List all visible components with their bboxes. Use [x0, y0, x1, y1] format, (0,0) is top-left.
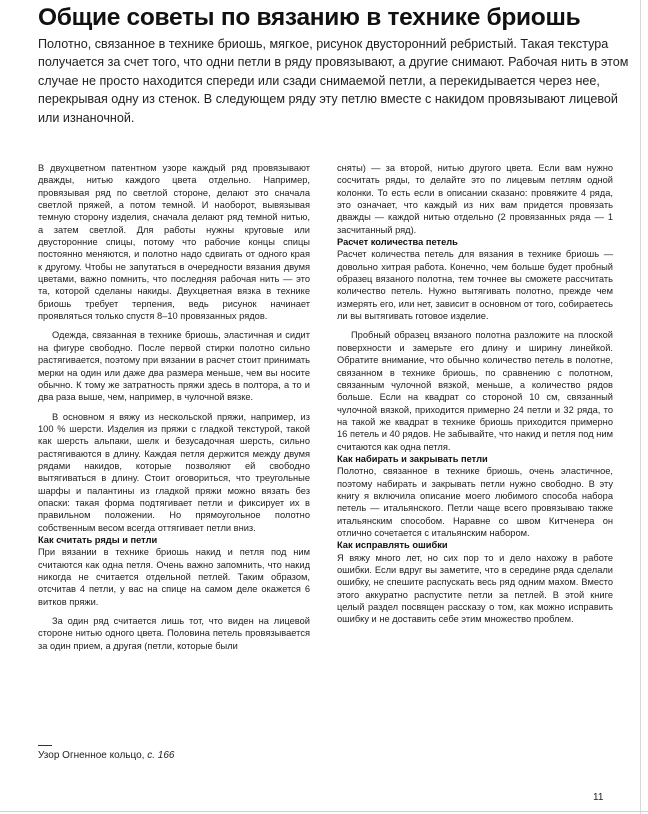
- body-paragraph: Полотно, связанное в технике бриошь, очень эластичное, поэтому набирать и закрывать петли нужно свободно. В эту книгу я включила описание моего любимого способа набора петель — итальянского. Петли чаще всего провязываю также итальянским способом. Наравне со швом Китченера он отлично сочетается с итальянским набором.: [337, 466, 613, 538]
- left-column: [38, 162, 310, 652]
- page-edge-bottom: [0, 811, 648, 812]
- section-heading-calc: Расчет количества петель: [337, 237, 458, 248]
- body-paragraph: Расчет количества петель для вязания в технике бриошь — довольно хитрая работа. Конечно, чем больше будет пробный образец вязаного полотна, тем точнее вы сможете рассчитать количество петель. Нужно вытягивать полотно, прежде чем измерять его, или нет, зависит в основном от того, собираетесь ли вы вытягивать готовое изделие.: [337, 249, 613, 322]
- page-title: Общие советы по вязанию в технике бриошь: [38, 4, 581, 31]
- body-paragraph: За один ряд считается лишь тот, что виден на лицевой стороне нитью одного цвета. Половина петель провязывается за один прием, а другая (петли, которые были: [38, 616, 310, 651]
- section-heading-count: Как считать ряды и петли: [38, 534, 158, 545]
- body-paragraph: В основном я вяжу из нескольской пряжи, например, из 100 % шерсти. Изделия из пряжи с гладкой текстурой, такой как шерсть альпаки, шелк и безусадочная шерсть, сильно растягиваются в длину. Каждая петля держится между двумя рядами накидов, которые позволяют ей свободно вытягиваться в длину. Стоит оговориться, что треугольные шарфы и палантины из гладкой пряжи можно вязать без опаски: такая форма подтягивает петли и фиксирует их в правильном положении. Но прямоугольное полотно собственным весом всегда оттягивает петли вниз.: [38, 411, 310, 533]
- caption-page-ref: с. 166: [147, 750, 175, 761]
- page-edge-right: [640, 0, 641, 814]
- page-number: 11: [593, 792, 604, 803]
- section-heading-fix: Как исправлять ошибки: [337, 540, 448, 551]
- body-paragraph: Одежда, связанная в технике бриошь, эластичная и сидит на фигуре свободно. После первой стирки полотно сильно растягивается, поэтому при вязании в расчет стоит принимать мерки на один или даже два размера меньше, чем вы носите обычно. К тому же затратность пряжи здесь в полтора, а то и два раза выше, чем, например, в чулочной вязке.: [38, 330, 310, 403]
- caption-rule: [38, 745, 52, 746]
- figure-caption: [38, 749, 174, 763]
- body-paragraph: Пробный образец вязаного полотна разложите на плоской поверхности и замерьте его длину и ширину линейкой. Обратите внимание, что обычно количество петель в полотне, связанном в технике бриошь, по сравнению с полотном, связанным чулочной вязкой, меньше, а количество рядов больше. Если на квадрат со стороной 10 см, связанный чулочной вязкой, приходится примерно 24 петли и 32 ряда, то на такой же квадрат в технике бриошь приходится примерно 16 петель и 40 рядов. Не забывайте, что накид и петля под ним считаются как одна петля.: [337, 330, 613, 452]
- body-paragraph: сняты) — за второй, нитью другого цвета. Если вам нужно сосчитать ряды, то делайте это по лицевым петлям одной колонки. То есть если в описании сказано: провяжите 4 ряда, это означает, что каждый из них вам придется провязать дважды — каждой нитью отдельно (2 провязанных ряда — 1 засчитанный ряд).: [337, 163, 613, 235]
- right-column: [337, 162, 613, 626]
- body-paragraph: В двухцветном патентном узоре каждый ряд провязывают дважды, нитью каждого цвета отдельно. Например, провязывая ряд по светлой стороне, делают это сначала светлой пряжей, а потом темной. И наоборот, вывязывая темную сторону изделия, сначала делают ряд темной нитью, а затем светлой. Для работы нужны круговые или двусторонние спицы, потому что рабочие концы спицы постоянно меняются, и полотно надо сдвигать от одного края к другому. Чтобы не запутаться в очередности вязания двумя цветами, важно помнить, что последняя рабочая нить — это та, которой сделаны накиды. Двухцветная вязка в технике бриошь требует терпения, ведь рисунок начинает проявляться только спустя 8–10 провязанных рядов.: [38, 163, 310, 322]
- section-heading-cast: Как набирать и закрывать петли: [337, 453, 488, 464]
- body-paragraph: Я вяжу много лет, но сих пор то и дело нахожу в работе ошибки. Если вдруг вы заметите, что в середине ряда сделали ошибку, не спешите распускать весь ряд одним махом. Вместо этого аккуратно распустите петли за петлей. В этой книге целый раздел посвящен рассказу о том, как можно исправить ошибку и не доставить себе этим множество проблем.: [337, 552, 613, 625]
- body-paragraph: При вязании в технике бриошь накид и петля под ним считаются как одна петля. Очень важно запомнить, что накид никогда не считается отдельной петлей. Таким образом, отсчитав 4 петли, у вас на спице на самом деле окажется 6 витков пряжи.: [38, 547, 310, 607]
- lead-paragraph: Полотно, связанное в технике бриошь, мягкое, рисунок двусторонний ребристый. Такая текстура получается за счет того, что одни петли в ряду провязывают, а другие снимают. Рабочая нить в этом случае не просто находится спереди или сзади снимаемой петли, а перекидывается через нее, перекрывая одну из стенок. В следующем ряду эту петлю вместе с накидом провязывают лицевой или изнаночной.: [38, 37, 629, 125]
- caption-text: Узор Огненное кольцо,: [38, 750, 148, 761]
